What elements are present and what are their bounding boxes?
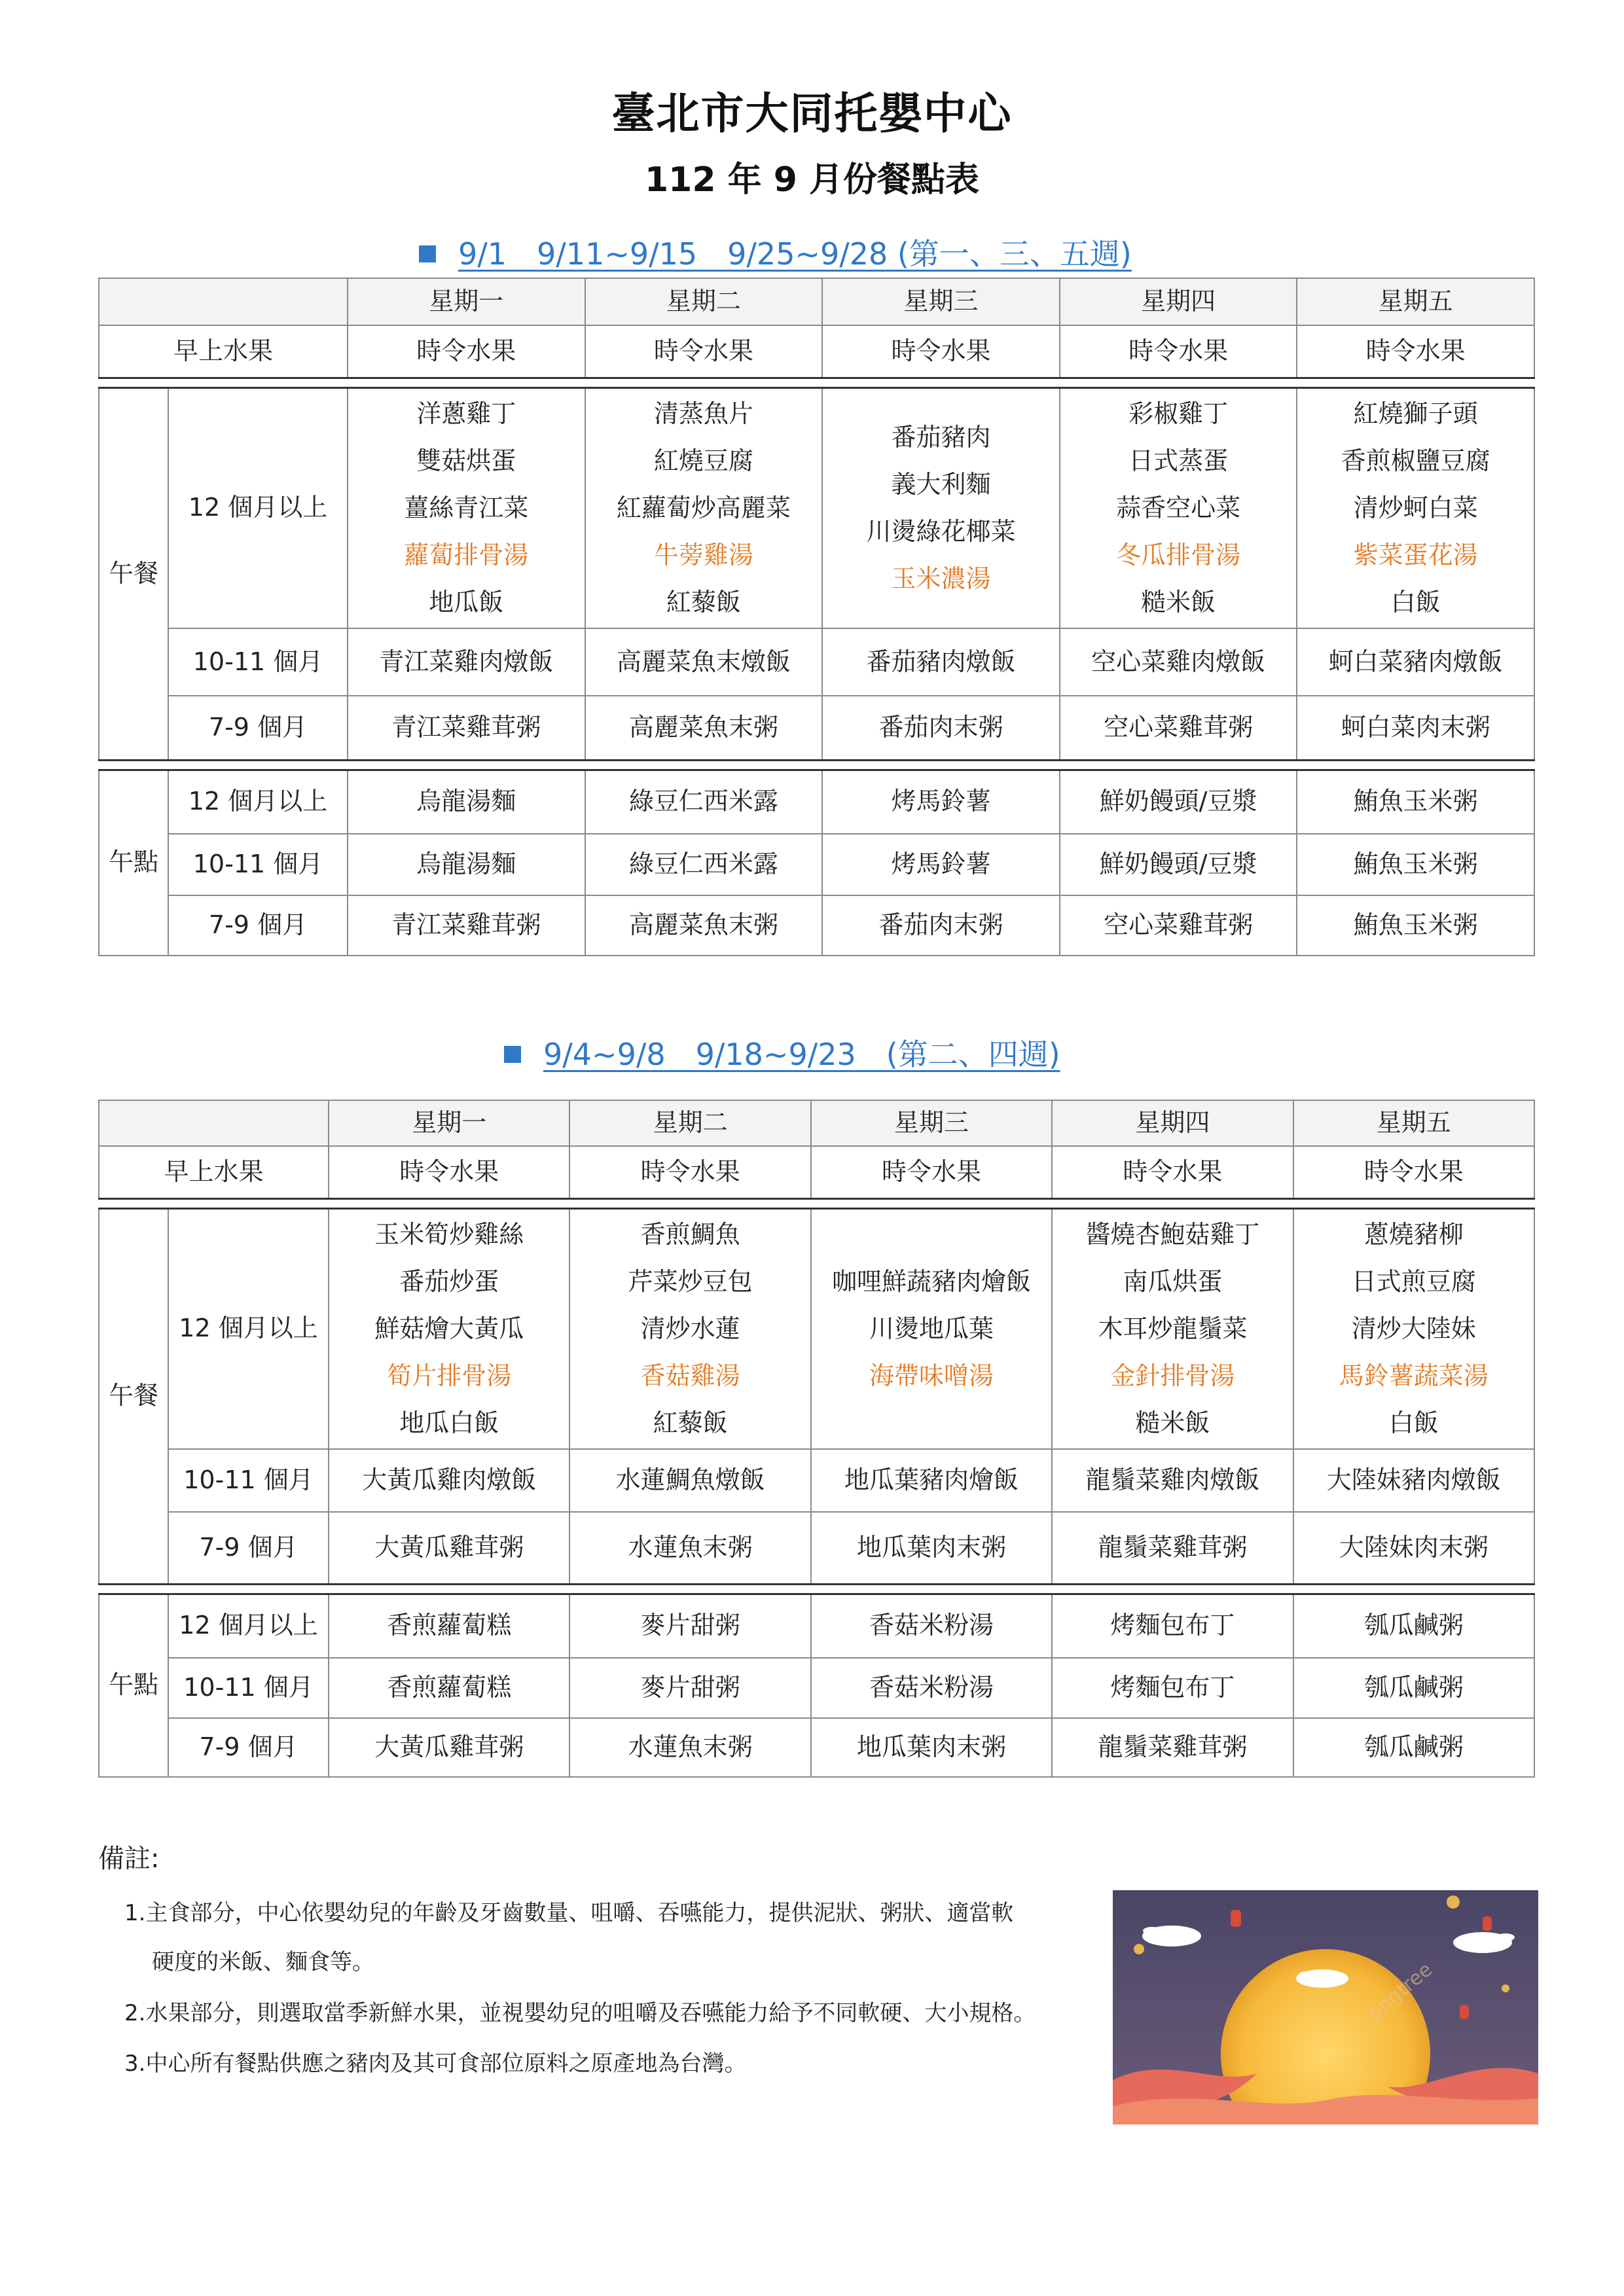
- day-header: 星期四: [1052, 1100, 1293, 1146]
- day-header: 星期四: [1060, 278, 1297, 325]
- lunch-12m-row: [99, 387, 1534, 628]
- menu-cell: 香煎蘿蔔糕: [329, 1594, 569, 1658]
- section-heading-2: 9/4~9/8 9/18~9/23 (第二、四週): [504, 1031, 1060, 1074]
- note-1-continued: 硬度的米飯、麵食等。: [152, 1949, 374, 1975]
- note-3: 3.中心所有餐點供應之豬肉及其可食部位原料之原產地為台灣。: [124, 2051, 747, 2077]
- menu-cell: 綠豆仁西米露: [585, 834, 823, 895]
- menu-cell: 烤馬鈴薯: [822, 834, 1060, 895]
- menu-cell: 醬燒杏鮑菇雞丁 南瓜烘蛋 木耳炒龍鬚菜 金針排骨湯 糙米飯: [1052, 1208, 1293, 1449]
- menu-cell: 時令水果: [1293, 1146, 1534, 1198]
- day-header: 星期二: [569, 1100, 810, 1146]
- menu-cell: 大陸妹肉末粥: [1293, 1512, 1534, 1584]
- snack-12m-row: [99, 1594, 1534, 1658]
- watermark-text: pngtree: [1363, 1958, 1437, 2026]
- day-header: 星期二: [585, 278, 823, 325]
- menu-cell: 鮮奶饅頭/豆漿: [1060, 770, 1297, 834]
- menu-cell: 大黃瓜雞茸粥: [329, 1512, 569, 1584]
- menu-cell: 鮪魚玉米粥: [1297, 770, 1534, 834]
- square-bullet-icon: [419, 245, 436, 262]
- age-label: 12 個月以上: [168, 1208, 329, 1449]
- day-header: 星期一: [348, 278, 585, 325]
- menu-cell: 蚵白菜豬肉燉飯: [1297, 628, 1534, 696]
- menu-cell: 清蒸魚片 紅燒豆腐 紅蘿蔔炒高麗菜 牛蒡雞湯 紅藜飯: [585, 387, 823, 628]
- lunch-7m-row: [99, 696, 1534, 760]
- menu-cell: 番茄豬肉燉飯: [822, 628, 1060, 696]
- age-label: 12 個月以上: [168, 1594, 329, 1658]
- lunch-7m-row: [99, 1512, 1534, 1584]
- menu-cell: 時令水果: [585, 325, 823, 378]
- mid-autumn-illustration: [1113, 1890, 1538, 2125]
- menu-cell: 紅燒獅子頭 香煎椒鹽豆腐 清炒蚵白菜 紫菜蛋花湯 白飯: [1297, 387, 1534, 628]
- note-2: 2.水果部分，則選取當季新鮮水果，並視嬰幼兒的咀嚼及吞嚥能力給予不同軟硬、大小規格。: [124, 2000, 1036, 2026]
- menu-cell: 地瓜葉肉末粥: [811, 1512, 1052, 1584]
- day-header: 星期一: [329, 1100, 569, 1146]
- note-1: 1.主食部分，中心依嬰幼兒的年齡及牙齒數量、咀嚼、吞嚥能力，提供泥狀、粥狀、適當軟: [124, 1900, 1014, 1926]
- menu-cell: 時令水果: [569, 1146, 810, 1198]
- age-label: 10-11 個月: [168, 834, 348, 895]
- menu-cell: 烤麵包布丁: [1052, 1658, 1293, 1718]
- snack-10m-row: [99, 1658, 1534, 1718]
- menu-cell: 鮮奶饅頭/豆漿: [1060, 834, 1297, 895]
- breakfast-row: [99, 1146, 1534, 1198]
- section-heading-1: 9/1 9/11~9/15 9/25~9/28 (第一、三、五週): [419, 230, 1132, 274]
- age-label: 10-11 個月: [168, 628, 348, 696]
- menu-cell: 青江菜雞茸粥: [348, 895, 585, 956]
- square-bullet-icon: [504, 1046, 521, 1063]
- menu-cell: 瓠瓜鹹粥: [1293, 1658, 1534, 1718]
- menu-cell: 地瓜葉肉末粥: [811, 1718, 1052, 1777]
- breakfast-row: [99, 325, 1534, 378]
- menu-cell: 麥片甜粥: [569, 1594, 810, 1658]
- menu-cell: 麥片甜粥: [569, 1658, 810, 1718]
- menu-cell: 番茄豬肉 義大利麵 川燙綠花椰菜 玉米濃湯: [822, 387, 1060, 628]
- age-label: 10-11 個月: [168, 1658, 329, 1718]
- menu-cell: 番茄肉末粥: [822, 895, 1060, 956]
- menu-cell: 彩椒雞丁 日式蒸蛋 蒜香空心菜 冬瓜排骨湯 糙米飯: [1060, 387, 1297, 628]
- menu-cell: 龍鬚菜雞茸粥: [1052, 1718, 1293, 1777]
- lunch-12m-row: [99, 1208, 1534, 1449]
- menu-table-weeks-2-4: [98, 1100, 1535, 1778]
- menu-cell: 大陸妹豬肉燉飯: [1293, 1449, 1534, 1512]
- menu-cell: 蔥燒豬柳 日式煎豆腐 清炒大陸妹 馬鈴薯蔬菜湯 白飯: [1293, 1208, 1534, 1449]
- day-header: 星期三: [822, 278, 1060, 325]
- menu-cell: 時令水果: [348, 325, 585, 378]
- menu-cell: 鮪魚玉米粥: [1297, 895, 1534, 956]
- menu-cell: 烏龍湯麵: [348, 770, 585, 834]
- menu-cell: 水蓮魚末粥: [569, 1512, 810, 1584]
- menu-cell: 烏龍湯麵: [348, 834, 585, 895]
- lunch-10m-row: [99, 628, 1534, 696]
- menu-cell: 空心菜雞肉燉飯: [1060, 628, 1297, 696]
- snack-7m-row: [99, 1718, 1534, 1777]
- menu-cell: 空心菜雞茸粥: [1060, 696, 1297, 760]
- corner-cell: [99, 278, 348, 325]
- meal-label-lunch: 午餐: [99, 1208, 168, 1584]
- menu-table-weeks-1-3-5: [98, 278, 1535, 956]
- menu-cell: 時令水果: [329, 1146, 569, 1198]
- menu-cell: 咖哩鮮蔬豬肉燴飯 川燙地瓜葉 海帶味噌湯: [811, 1208, 1052, 1449]
- snack-10m-row: [99, 834, 1534, 895]
- day-header: 星期五: [1297, 278, 1534, 325]
- day-header: 星期五: [1293, 1100, 1534, 1146]
- menu-cell: 玉米筍炒雞絲 番茄炒蛋 鮮菇燴大黃瓜 筍片排骨湯 地瓜白飯: [329, 1208, 569, 1449]
- page-title: 臺北市大同托嬰中心: [611, 88, 1013, 139]
- notes-label: 備註:: [98, 1844, 160, 1874]
- moon-rabbit-illustration-icon: [1113, 1890, 1538, 2125]
- meal-label-lunch: 午餐: [99, 387, 168, 760]
- age-label: 12 個月以上: [168, 770, 348, 834]
- menu-cell: 高麗菜魚末燉飯: [585, 628, 823, 696]
- menu-cell: 時令水果: [1060, 325, 1297, 378]
- menu-cell: 洋蔥雞丁 雙菇烘蛋 薑絲青江菜 蘿蔔排骨湯 地瓜飯: [348, 387, 585, 628]
- menu-cell: 大黃瓜雞肉燉飯: [329, 1449, 569, 1512]
- age-label: 7-9 個月: [168, 895, 348, 956]
- menu-cell: 瓠瓜鹹粥: [1293, 1718, 1534, 1777]
- menu-cell: 水蓮魚末粥: [569, 1718, 810, 1777]
- menu-cell: 地瓜葉豬肉燴飯: [811, 1449, 1052, 1512]
- meal-label-snack: 午點: [99, 770, 168, 956]
- menu-cell: 空心菜雞茸粥: [1060, 895, 1297, 956]
- age-label: 10-11 個月: [168, 1449, 329, 1512]
- menu-cell: 烤麵包布丁: [1052, 1594, 1293, 1658]
- menu-cell: 時令水果: [1297, 325, 1534, 378]
- menu-cell: 青江菜雞肉燉飯: [348, 628, 585, 696]
- menu-cell: 香菇米粉湯: [811, 1594, 1052, 1658]
- menu-cell: 番茄肉末粥: [822, 696, 1060, 760]
- age-label: 7-9 個月: [168, 696, 348, 760]
- menu-cell: 瓠瓜鹹粥: [1293, 1594, 1534, 1658]
- age-label: 12 個月以上: [168, 387, 348, 628]
- menu-cell: 鮪魚玉米粥: [1297, 834, 1534, 895]
- snack-12m-row: [99, 770, 1534, 834]
- lunch-10m-row: [99, 1449, 1534, 1512]
- corner-cell: [99, 1100, 329, 1146]
- menu-cell: 時令水果: [811, 1146, 1052, 1198]
- menu-cell: 香煎鯛魚 芹菜炒豆包 清炒水蓮 香菇雞湯 紅藜飯: [569, 1208, 810, 1449]
- menu-cell: 大黃瓜雞茸粥: [329, 1718, 569, 1777]
- age-label: 7-9 個月: [168, 1718, 329, 1777]
- menu-cell: 香煎蘿蔔糕: [329, 1658, 569, 1718]
- menu-cell: 龍鬚菜雞茸粥: [1052, 1512, 1293, 1584]
- menu-cell: 蚵白菜肉末粥: [1297, 696, 1534, 760]
- day-header: 星期三: [811, 1100, 1052, 1146]
- menu-cell: 青江菜雞茸粥: [348, 696, 585, 760]
- menu-cell: 綠豆仁西米露: [585, 770, 823, 834]
- page-subtitle: 112 年 9 月份餐點表: [644, 160, 980, 200]
- row-label: 早上水果: [99, 1146, 329, 1198]
- row-label: 早上水果: [99, 325, 348, 378]
- menu-cell: 高麗菜魚末粥: [585, 895, 823, 956]
- menu-cell: 時令水果: [822, 325, 1060, 378]
- menu-cell: 龍鬚菜雞肉燉飯: [1052, 1449, 1293, 1512]
- menu-cell: 水蓮鯛魚燉飯: [569, 1449, 810, 1512]
- menu-cell: 烤馬鈴薯: [822, 770, 1060, 834]
- age-label: 7-9 個月: [168, 1512, 329, 1584]
- meal-label-snack: 午點: [99, 1594, 168, 1777]
- menu-cell: 高麗菜魚末粥: [585, 696, 823, 760]
- day-header-row: [99, 1100, 1534, 1146]
- menu-cell: 香菇米粉湯: [811, 1658, 1052, 1718]
- snack-7m-row: [99, 895, 1534, 956]
- menu-cell: 時令水果: [1052, 1146, 1293, 1198]
- day-header-row: [99, 278, 1534, 325]
